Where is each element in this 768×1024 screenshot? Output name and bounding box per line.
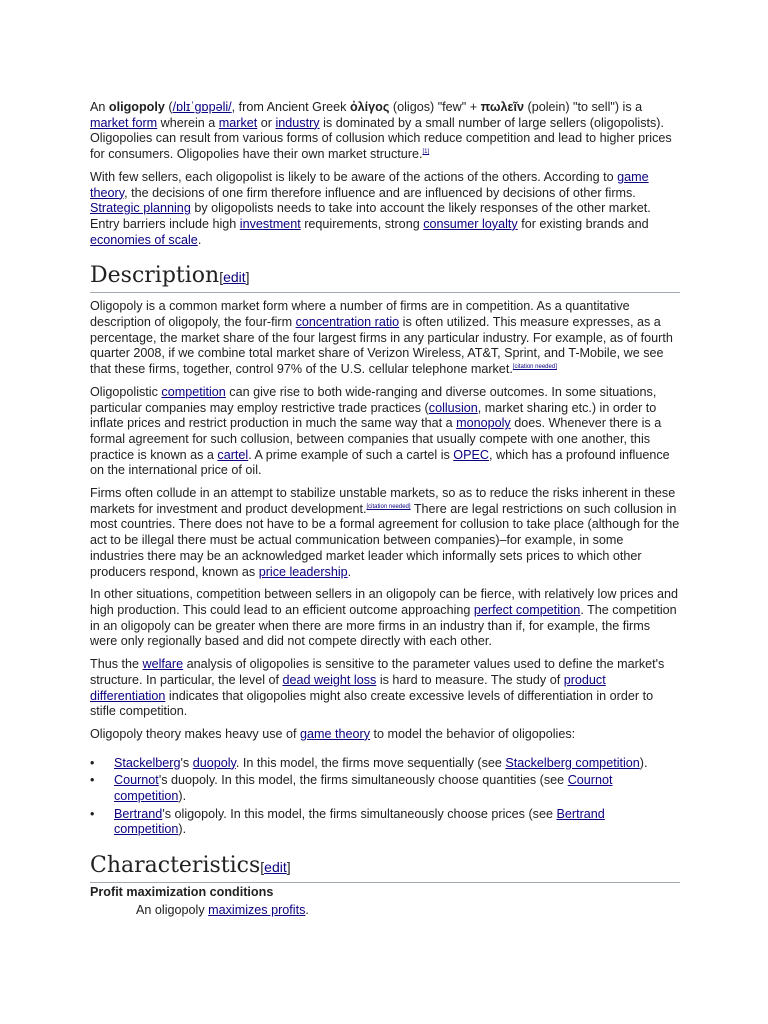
list-item: • Bertrand's oligopoly. In this model, the firms simultaneously choose prices (see Bertrand competition). <box>114 807 680 838</box>
list-item: • Stackelberg's duopoly. In this model, the firms move sequentially (see Stackelberg competition). <box>114 756 680 772</box>
citation-needed[interactable]: [citation needed] <box>512 364 557 371</box>
link-competition[interactable]: competition <box>161 384 226 399</box>
section-heading-characteristics: Characteristics[edit] <box>90 852 680 883</box>
description-paragraph-6: Oligopoly theory makes heavy use of game theory to model the behavior of oligopolies: <box>90 726 576 741</box>
description-paragraph-4: In other situations, competition between sellers in an oligopoly can be fierce, with relatively low prices and high production. This could lead to an efficient outcome approaching perfect competition. The competition in an oligopoly can be greater when there are more firms in an industry than if, for example, the firms were only regionally based and did not compete directly with each other. <box>90 587 679 649</box>
link-game-theory[interactable]: game theory <box>90 169 649 200</box>
link-concentration-ratio[interactable]: concentration ratio <box>295 315 400 330</box>
subheading-profit-maximization: Profit maximization conditions <box>90 885 274 900</box>
intro-paragraph-1: An oligopoly (/ɒlɪˈɡɒpəli/, from Ancient Greek ὀλίγος (oligos) "few" + πωλεῖν (polein) "to sell") is a market form wherein a market or industry is dominated by a small number of large sellers (oligopolists). Oligopolies can result from various forms of collusion which reduce competition and lead to higher prices for consumers. Oligopolies have their own market structure.[1] <box>90 100 672 162</box>
link-bertrand-competition[interactable]: Bertrand competition <box>114 806 605 837</box>
link-economies-of-scale[interactable]: economies of scale <box>90 232 198 247</box>
description-paragraph-3: Firms often collude in an attempt to stabilize unstable markets, so as to reduce the risks inherent in these markets for investment and product development.[citation needed] There are legal restrictions on such collusion in most countries. There does not have to be a formal agreement for collusion to take place (although for the act to be illegal there must be actual communication between companies)–for example, in some industries there may be an acknowledged market leader which informally sets prices to which other producers respond, known as price leadership. <box>90 486 680 579</box>
definition-text: An oligopoly maximizes profits. <box>136 902 309 917</box>
link-stackelberg-competition[interactable]: Stackelberg competition <box>505 755 640 770</box>
link-industry[interactable]: industry <box>275 115 320 130</box>
link-stackelberg[interactable]: Stackelberg <box>114 755 181 770</box>
list-item: • Cournot's duopoly. In this model, the firms simultaneously choose quantities (see Cournot competition). <box>114 773 680 804</box>
citation-needed[interactable]: [citation needed] <box>366 503 411 510</box>
link-collusion[interactable]: collusion <box>428 400 478 415</box>
edit-section-characteristics: [edit] <box>260 859 291 876</box>
link-market-form[interactable]: market form <box>90 115 158 130</box>
link-maximizes-profits[interactable]: maximizes profits <box>208 902 306 917</box>
link-welfare[interactable]: welfare <box>142 657 184 672</box>
link-perfect-competition[interactable]: perfect competition <box>473 602 581 617</box>
link-cartel[interactable]: cartel <box>217 447 249 462</box>
description-paragraph-1: Oligopoly is a common market form where a number of firms are in competition. As a quantitative description of oligopoly, the four-firm concentration ratio is often utilized. This measure expresses, as a percentage, the market share of the four largest firms in any particular industry. For example, as of fourth quarter 2008, if we combine total market share of Verizon Wireless, AT&T, Sprint, and T-Mobile, we see that these firms, together, control 97% of the U.S. cellular telephone market.[citation needed] <box>90 299 673 377</box>
link-market[interactable]: market <box>218 115 258 130</box>
link-consumer-loyalty[interactable]: consumer loyalty <box>423 216 518 231</box>
edit-section-description: [edit] <box>219 269 250 286</box>
description-paragraph-5: Thus the welfare analysis of oligopolies is sensitive to the parameter values used to define the market's structure. In particular, the level of dead weight loss is hard to measure. The study of product differentiation indicates that oligopolies might also create excessive levels of differentiation in order to stifle competition. <box>90 657 665 719</box>
link-dead-weight-loss[interactable]: dead weight loss <box>282 672 377 687</box>
reference-1[interactable]: [1] <box>422 149 430 156</box>
link-cournot-competition[interactable]: Cournot competition <box>114 773 613 804</box>
edit-link-characteristics[interactable]: edit <box>264 859 287 876</box>
section-heading-description: Description[edit] <box>90 262 680 293</box>
description-paragraph-2: Oligopolistic competition can give rise to both wide-ranging and diverse outcomes. In some situations, particular companies may employ restrictive trade practices (collusion, market sharing etc.) in order to inflate prices and restrict production in much the same way that a monopoly does. Whenever there is a formal agreement for such collusion, between companies that usually compete with one another, this practice is known as a cartel. A prime example of such a cartel is OPEC, which has a profound influence on the international price of oil. <box>90 384 670 478</box>
oligopoly-models-list <box>90 756 680 839</box>
link-strategic-planning[interactable]: Strategic planning <box>90 201 191 216</box>
link-price-leadership[interactable]: price leadership <box>258 564 348 579</box>
greek-oligos: ὀλίγος <box>349 100 390 114</box>
link-opec[interactable]: OPEC <box>453 447 489 462</box>
link-game-theory[interactable]: game theory <box>300 726 371 741</box>
link-duopoly[interactable]: duopoly <box>192 755 236 770</box>
article-body <box>90 100 680 919</box>
link-ipa[interactable]: /ɒlɪˈɡɒpəli/ <box>172 100 232 114</box>
intro-paragraph-2: With few sellers, each oligopolist is likely to be aware of the actions of the others. According to game theory, the decisions of one firm therefore influence and are influenced by decisions of other firms. Strategic planning by oligopolists needs to take into account the likely responses of the other market. Entry barriers include high investment requirements, strong consumer loyalty for existing brands and economies of scale. <box>90 169 651 247</box>
link-product-differentiation[interactable]: product differentiation <box>90 672 606 703</box>
link-cournot[interactable]: Cournot <box>114 773 159 788</box>
greek-polein: πωλεῖν <box>480 100 525 114</box>
term-oligopoly: oligopoly <box>108 100 165 114</box>
link-monopoly[interactable]: monopoly <box>456 416 511 431</box>
link-bertrand[interactable]: Bertrand <box>114 806 163 821</box>
edit-link-description[interactable]: edit <box>223 269 246 286</box>
link-investment[interactable]: investment <box>239 216 301 231</box>
